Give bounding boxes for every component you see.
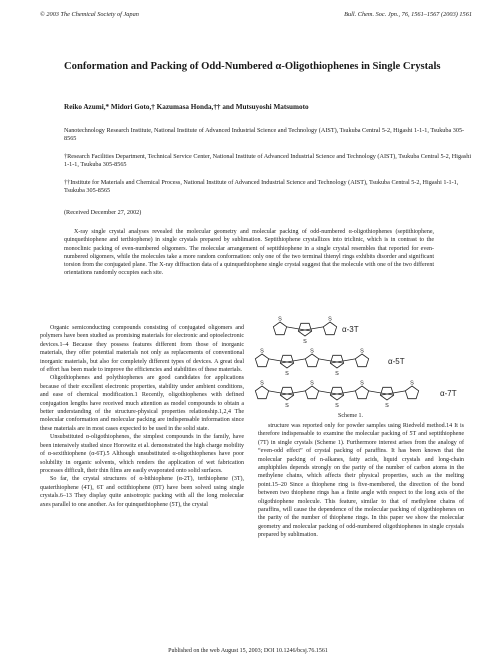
scheme-caption: Scheme 1. (338, 413, 363, 419)
thiophene-ring (323, 322, 336, 335)
thiophene-ring (355, 386, 368, 399)
received-date: (Received December 27, 2002) (64, 209, 142, 216)
sulfur-atom-label: S (310, 380, 314, 387)
abstract: X-ray single crystal analyses revealed the molecular geometry and molecular packing of odd-numbered α-oligothiophenes (septithiophene, quinquethiophene and terthiophene) in single crystals prepared by sublimation. Septithiophene crystallizes into triclinic, which is in contrast to the monoclinic packing of even-numbered oligomers. The molecular arrangement of septithiophene in a single crystal resembles that reported for even-numbered oligomers, while the molecules take a more random conformation: only one of the two terminal thienyl rings exhibits disorder and significant torsion from the conjugated plane. The X-ray diffraction data of a quinquethiophene single crystal suggest that the molecule with one of the two different orientations randomly occupies each site. (64, 229, 434, 277)
sulfur-atom-label: S (360, 380, 364, 387)
right-column (258, 422, 464, 540)
sulfur-atom-label: S (328, 316, 332, 323)
thiophene-ring (255, 386, 268, 399)
publication-footer: Published on the web August 15, 2003; DOI 10.1246/bcsj.76.1561 (168, 648, 328, 654)
oligomer-label: α-7T (440, 389, 457, 398)
sulfur-atom-label: S (410, 380, 414, 387)
thiophene-ring (305, 354, 318, 367)
paragraph-2: Oligothiophenes and polythiophenes are good candidates for applications because of their excellent electronic properties, stability under ambient conditions, and ease of chemical modification.1 Recently, oligothiophenes with defined conjugation lengths have received much attention as model compounds to obtain a better understanding of the structure-physical properties relationship.1,2,4 The molecular conformation and molecular packing are indispensable information since these materials are in most cases expected to be used in the solid state. (40, 375, 244, 432)
sulfur-atom-label: S (285, 403, 289, 409)
paragraph-3: Unsubstituted α-oligothiophenes, the simplest compounds in the family, have been intensively studied since Horowitz et al. demonstrated the high charge mobility of α-sexithiophene (α-6T).5 Although unsubstituted α-oligothiophenes have poor solubility in organic solvents, which renders the application of wet fabrication processes difficult, their thin films are easily evaporated onto solid surfaces. (40, 434, 244, 474)
oligomer-label: α-5T (388, 357, 405, 366)
sulfur-atom-label: S (360, 348, 364, 355)
journal-copyright: © 2003 The Chemical Society of Japan (40, 11, 139, 18)
paragraph-5: structure was reported only for powder samples using Riedveld method.14 It is therefore indispensable to examine the molecular packing of 5T and septithiophene (7T) in single crystals (Scheme 1). Furthermore interest arises from the analogy of “even-odd effect” of crystal packing of paraffins. It has been known that the molecular packing of n-alkanes, fatty acids, liquid crystals and long-chain amphiphiles depends strongly on the parity of the number of carbon atoms in the methylene chains, which affects their physical properties, such as the melting point.15–20 Since a thiophene ring is five-membered, the direction of the bond between two thiophene rings has a finite angle with respect to the long axis of the oligothiophene molecule. This feature, similar to that of methylene chains of paraffins, will cause the dependence of the molecular packing of oligothiophenes on the parity of the number of thiophene rings. In this paper we show the molecular geometry and molecular packing of odd-numbered oligothiophenes in single crystals prepared by sublimation. (258, 423, 464, 539)
thiophene-ring (255, 354, 268, 367)
paragraph-4: So far, the crystal structures of α-bithiophene (α-2T), terthiophene (3T), quaterthiophene (4T), 6T and octithiophene (8T) have been solved using single crystals.6–13 They display quite anisotropic packing with all the long molecular axes parallel to one another. As for quinquethiophene (5T), the crystal (40, 476, 244, 508)
sulfur-atom-label: S (260, 380, 264, 387)
left-column (40, 324, 244, 509)
paragraph-1: Organic semiconducting compounds consisting of conjugated oligomers and polymers have been studied as promising materials for electronic and optoelectronic devices.1–4 Because they possess features different from those of inorganic materials, they offer potential materials not only as replacements of conventional inorganic materials, but also for completely different types of devices. A great deal of effort has been made to improve the efficiencies and stabilities of these materials. (40, 325, 244, 374)
paper-title: Conformation and Packing of Odd-Numbered α-Oligothiophenes in Single Crystals (64, 61, 441, 72)
sulfur-atom-label: S (335, 403, 339, 409)
sulfur-atom-label: S (310, 348, 314, 355)
scheme-1-figure (250, 315, 490, 420)
sulfur-atom-label: S (303, 339, 307, 345)
thiophene-ring (305, 386, 318, 399)
thiophene-ring (273, 322, 286, 335)
affiliation-1: Nanotechnology Research Institute, National Institute of Advanced Industrial Science and Technology (AIST), Tsukuba Central 5-2, Higashi 1-1-1, Tsukuba 305-8565 (64, 127, 465, 143)
author-list: Reiko Azumi,* Midori Goto,† Kazumasa Honda,†† and Mutsuyoshi Matsumoto (64, 103, 309, 111)
affiliation-3: ††Institute for Materials and Chemical Process, National Institute of Advanced Industrial Science and Technology (AIST), Tsukuba Central 5-2, Higashi 1-1-1, Tsukuba 305-8565 (64, 179, 459, 195)
oligomer-label: α-3T (342, 325, 359, 334)
sulfur-atom-label: S (260, 348, 264, 355)
sulfur-atom-label: S (285, 371, 289, 377)
journal-citation: Bull. Chem. Soc. Jpn., 76, 1561–1567 (2003) 1561 (344, 11, 472, 18)
affiliation-2: †Research Facilities Department, Technical Service Center, National Institute of Advanced Industrial Science and Technology (AIST), Tsukuba Central 5-2, Higashi 1-1-1, Tsukuba 305-8565 (64, 153, 472, 169)
thiophene-ring (405, 386, 418, 399)
thiophene-ring (355, 354, 368, 367)
sulfur-atom-label: S (385, 403, 389, 409)
sulfur-atom-label: S (278, 316, 282, 323)
sulfur-atom-label: S (335, 371, 339, 377)
